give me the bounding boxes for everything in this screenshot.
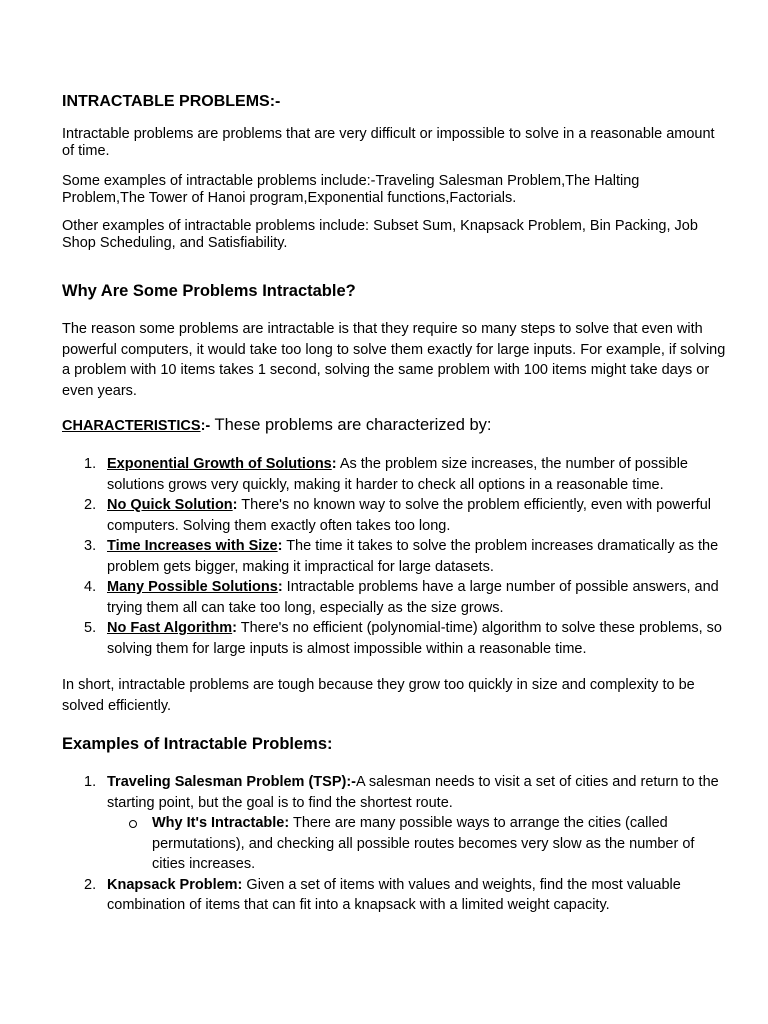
item-term: Time Increases with Size <box>107 538 278 554</box>
item-term: Knapsack Problem: <box>107 876 243 893</box>
item-text: There's no known way to solve the problem efficiently, even with powerful computers. Solving them exactly often takes too long. <box>107 497 711 534</box>
item-colon: : <box>232 620 237 636</box>
characteristics-text: These problems are characterized by: <box>210 416 492 434</box>
characteristics-colon: :- <box>200 418 211 434</box>
item-term: Traveling Salesman Problem (TSP):- <box>107 774 356 790</box>
item-text: Given a set of items with values and weights, find the most valuable combination of items that can fit into a knapsack with a limited weight capacity. <box>107 876 681 913</box>
sub-item-term: Why It's Intractable: <box>152 815 290 831</box>
list-number: 5. <box>84 620 97 636</box>
list-number: 1. <box>84 456 97 472</box>
list-number: 3. <box>84 538 97 554</box>
list-item <box>62 875 730 916</box>
item-text: There's no efficient (polynomial-time) algorithm to solve these problems, so solving them for large inputs is almost impossible within a reasonable time. <box>107 620 722 657</box>
item-colon: : <box>277 579 283 595</box>
page-title: INTRACTABLE PROBLEMS:- <box>62 93 281 110</box>
why-paragraph: The reason some problems are intractable is that they require so many steps to solve that even with powerful computers, it would take too long to solve them exactly for large inputs. For example, if solving a problem with 10 items takes 1 second, solving the same problem with 100 items might take days or even years. <box>62 321 726 399</box>
sub-item-text: There are many possible ways to arrange the cities (called permutations), and checking all possible routes becomes very slow as the number of cities increases. <box>152 815 695 872</box>
item-colon: : <box>232 497 238 513</box>
examples-heading: Examples of Intractable Problems: <box>62 735 333 753</box>
characteristics-intro <box>62 416 491 435</box>
characteristics-label: CHARACTERISTICS <box>62 418 201 434</box>
intro-paragraph-3: Other examples of intractable problems include: Subset Sum, Knapsack Problem, Bin Packing, Job Shop Scheduling, and Satisfiability. <box>62 218 698 251</box>
item-text: As the problem size increases, the number of possible solutions grows very quickly, making it harder to check all options in a reasonable time. <box>107 456 688 493</box>
item-colon: : <box>277 538 283 554</box>
list-item <box>62 772 730 875</box>
characteristics-list <box>62 454 730 659</box>
item-text: Intractable problems have a large number of possible answers, and trying them all can take too long, especially as the size grows. <box>107 579 719 616</box>
summary-paragraph: In short, intractable problems are tough because they grow too quickly in size and complexity to be solved efficiently. <box>62 677 695 714</box>
item-text: A salesman needs to visit a set of cities and return to the starting point, but the goal is to find the shortest route. <box>107 774 719 811</box>
item-text: The time it takes to solve the problem increases dramatically as the problem gets bigger, making it impractical for large datasets. <box>107 538 719 575</box>
list-number: 1. <box>84 774 97 790</box>
item-term: No Quick Solution <box>107 497 233 513</box>
sub-list-item <box>107 813 730 875</box>
list-item <box>62 618 730 659</box>
circle-bullet-icon <box>129 820 137 828</box>
list-number: 2. <box>84 497 97 513</box>
examples-list <box>62 772 730 916</box>
list-item <box>62 577 730 618</box>
intro-paragraph-2: Some examples of intractable problems include:-Traveling Salesman Problem,The Halting Problem,The Tower of Hanoi program,Exponential functions,Factorials. <box>62 173 640 206</box>
list-number: 4. <box>84 579 97 595</box>
item-term: Exponential Growth of Solutions <box>107 456 332 472</box>
list-item <box>62 495 730 536</box>
item-term: No Fast Algorithm <box>107 620 233 636</box>
list-item <box>62 536 730 577</box>
list-item <box>62 454 730 495</box>
why-heading: Why Are Some Problems Intractable? <box>62 282 356 300</box>
list-number: 2. <box>84 876 97 893</box>
sub-list <box>107 813 730 875</box>
intro-paragraph-1: Intractable problems are problems that are very difficult or impossible to solve in a reasonable amount of time. <box>62 126 715 159</box>
item-term: Many Possible Solutions <box>107 579 278 595</box>
item-colon: : <box>331 456 337 472</box>
